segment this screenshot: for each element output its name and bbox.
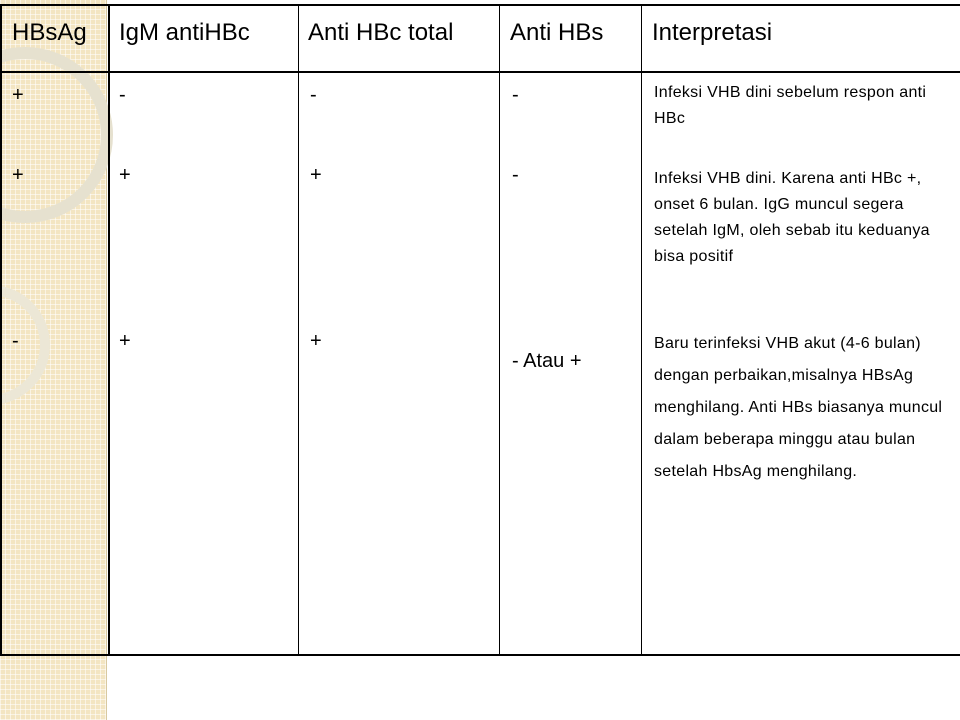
row2-interpretasi: Infeksi VHB dini. Karena anti HBc +, onset 6 bulan. IgG muncul segera setelah IgM, oleh sebab itu keduanya bisa positif bbox=[654, 170, 930, 265]
header-hbsag: HBsAg bbox=[12, 19, 87, 46]
header-divider bbox=[2, 71, 960, 73]
row2-igm-antihbc: + bbox=[119, 164, 131, 186]
row3-igm-antihbc: + bbox=[119, 330, 131, 352]
row1-interpretasi: Infeksi VHB dini sebelum respon anti HBc bbox=[654, 84, 927, 127]
header-anti-hbs: Anti HBs bbox=[510, 19, 604, 46]
row3-interpretasi: Baru terinfeksi VHB akut (4-6 bulan) dengan perbaikan,misalnya HBsAg menghilang. Anti HBs biasanya muncul dalam beberapa minggu atau bulan setelah HbsAg menghilang. bbox=[654, 335, 943, 480]
row2-anti-hbc-total: + bbox=[310, 164, 322, 186]
row2-hbsag: + bbox=[12, 164, 24, 186]
header-anti-hbc-total: Anti HBc total bbox=[308, 19, 454, 46]
row2-anti-hbs: - bbox=[512, 164, 519, 186]
row1-anti-hbs: - bbox=[512, 84, 519, 106]
header-igm-antihbc: IgM antiHBc bbox=[119, 19, 250, 46]
row1-anti-hbc-total: - bbox=[310, 84, 317, 106]
row3-anti-hbc-total: + bbox=[310, 330, 322, 352]
column-igm-antihbc bbox=[110, 6, 299, 654]
header-interpretasi: Interpretasi bbox=[652, 19, 773, 46]
row1-igm-antihbc: - bbox=[119, 84, 126, 106]
row3-hbsag: - bbox=[12, 330, 19, 352]
row3-anti-hbs: - Atau + bbox=[512, 350, 582, 372]
row1-hbsag: + bbox=[12, 84, 24, 106]
column-anti-hbs bbox=[500, 6, 642, 654]
column-anti-hbc-total bbox=[299, 6, 500, 654]
hepatitis-b-serology-table bbox=[0, 4, 960, 656]
